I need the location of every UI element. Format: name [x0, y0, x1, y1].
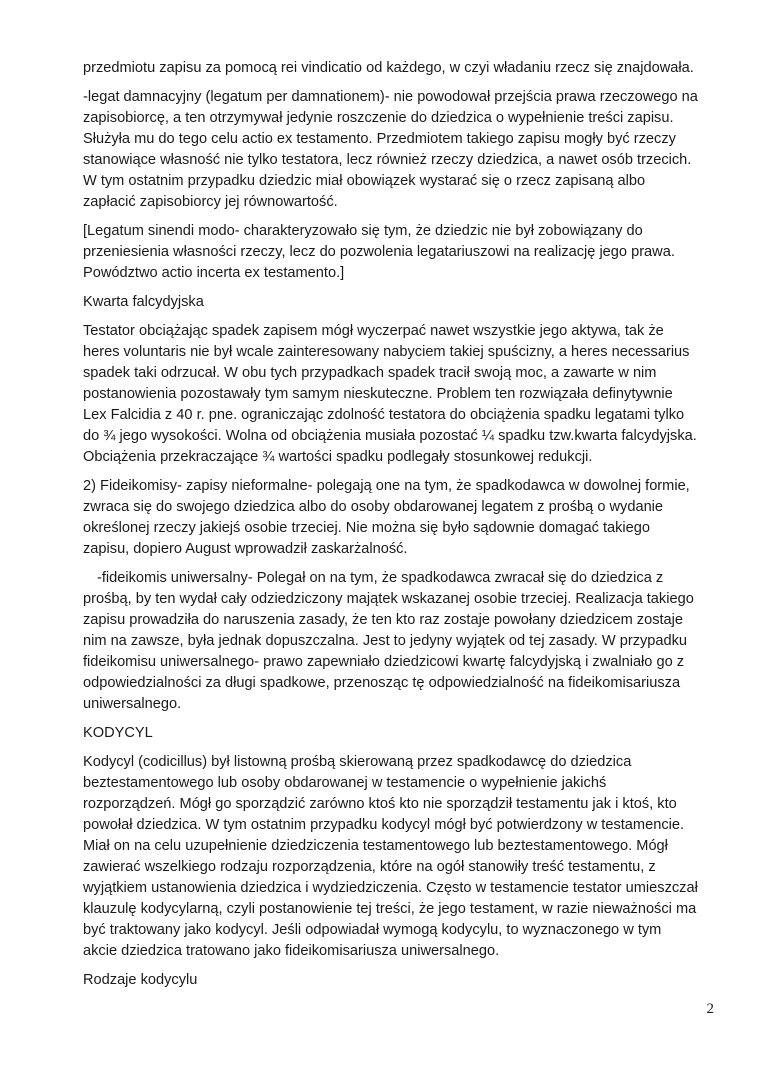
- heading-kodycyl: KODYCYL: [83, 725, 153, 741]
- paragraph-kodycyl: Kodycyl (codicillus) był listowną prośbą skierowaną przez spadkodawcę do dziedzica beztestamentowego lub osoby obdarowanej w testamencie o wypełnienie jakichś rozporządzeń. Mógł go sporządzić zarówno ktoś kto nie sporządził testamentu jak i ktoś, kto powołał dziedzica. W tym ostatnim przypadku kodycyl mógł być potwierdzony w testamencie. Miał on na celu uzupełnienie dziedziczenia testamentowego lub beztestamentowego. Mógł zawierać wszelkiego rodzaju rozporządzenia, które na ogół stanowiły treść testamentu, z wyjątkiem ustanowienia dziedzica i wydziedziczenia. Często w testamencie testator umieszczał klauzulę kodycylarną, czyli postanowienie tej treści, że jego testament, w razie nieważności ma być traktowany jako kodycyl. Jeśli odpowiadał wymogą kodycylu, to wyznaczonego w tym akcie dziedzica tratowano jako fideikomisariusza uniwersalnego.: [83, 754, 698, 959]
- paragraph-rei-vindicatio: przedmiotu zapisu za pomocą rei vindicatio od każdego, w czyi władaniu rzecz się znajdowała.: [83, 60, 694, 76]
- heading-kwarta-falcydyjska: Kwarta falcydyjska: [83, 294, 204, 310]
- paragraph-legat-damnacyjny: -legat damnacyjny (legatum per damnationem)- nie powodował przejścia prawa rzeczowego na zapisobiorcę, a ten otrzymywał jedynie roszczenie do dziedzica o wypełnienie treści zapisu. Służyła mu do tego celu actio ex testamento. Przedmiotem takiego zapisu mogły być rzeczy stanowiące własność nie tylko testatora, lecz również rzeczy dziedzica, a nawet osób trzecich. W tym ostatnim przypadku dziedzic miał obowiązek wystarać się o rzecz zapisaną albo zapłacić zapisobiorcy jej równowartość.: [83, 89, 698, 210]
- paragraph-legatum-sinendi-modo: [Legatum sinendi modo- charakteryzowało się tym, że dziedzic nie był zobowiązany do przeniesienia własności rzeczy, lecz do pozwolenia legatariuszowi na realizację jego prawa. Powództwo actio incerta ex testamento.]: [83, 223, 675, 281]
- paragraph-fideikomisy: 2) Fideikomisy- zapisy nieformalne- polegają one na tym, że spadkodawca w dowolnej formie, zwraca się do swojego dziedzica albo do osoby obdarowanej legatem z prośbą o wydanie określonej rzeczy jakiejś osobie trzeciej. Nie można się było sądownie domagać takiego zapisu, dopiero August wprowadził zaskarżalność.: [83, 478, 690, 557]
- heading-rodzaje-kodycylu: Rodzaje kodycylu: [83, 972, 198, 988]
- page-number: 2: [706, 1001, 714, 1017]
- paragraph-kwarta-falcydyjska: Testator obciążając spadek zapisem mógł wyczerpać nawet wszystkie jego aktywa, tak że heres voluntaris nie był wcale zainteresowany nabyciem takiej spuścizny, a heres necessarius spadek taki odrzucał. W obu tych przypadkach spadek tracił swoją moc, a zawarte w nim postanowienia pozostawały tym samym nieskuteczne. Problem ten rozwiązała definytywnie Lex Falcidia z 40 r. pne. ograniczając zdolność testatora do obciążenia spadku legatami tylko do ¾ jego wysokości. Wolna od obciążenia musiała pozostać ¼ spadku tzw.kwarta falcydyjska. Obciążenia przekraczające ¾ wartości spadku podlegały stosunkowej redukcji.: [83, 323, 697, 465]
- paragraph-fideikomis-uniwersalny: -fideikomis uniwersalny- Polegał on na tym, że spadkodawca zwracał się do dziedzica z prośbą, by ten wydał cały odziedziczony majątek wskazanej osobie trzeciej. Realizacja takiego zapisu prowadziła do naruszenia zasady, że ten kto raz zostaje powołany dziedzicem zostaje nim na zawsze, była jednak dopuszczalna. Jest to jedyny wyjątek od tej zasady. W przypadku fideikomisu uniwersalnego- prawo zapewniało dziedzicowi kwartę falcydyjską i zwalniało go z odpowiedzialności za długi spadkowe, przenosząc tę odpowiedzialność na fideikomisariusza uniwersalnego.: [83, 570, 694, 712]
- document-body: [83, 58, 698, 999]
